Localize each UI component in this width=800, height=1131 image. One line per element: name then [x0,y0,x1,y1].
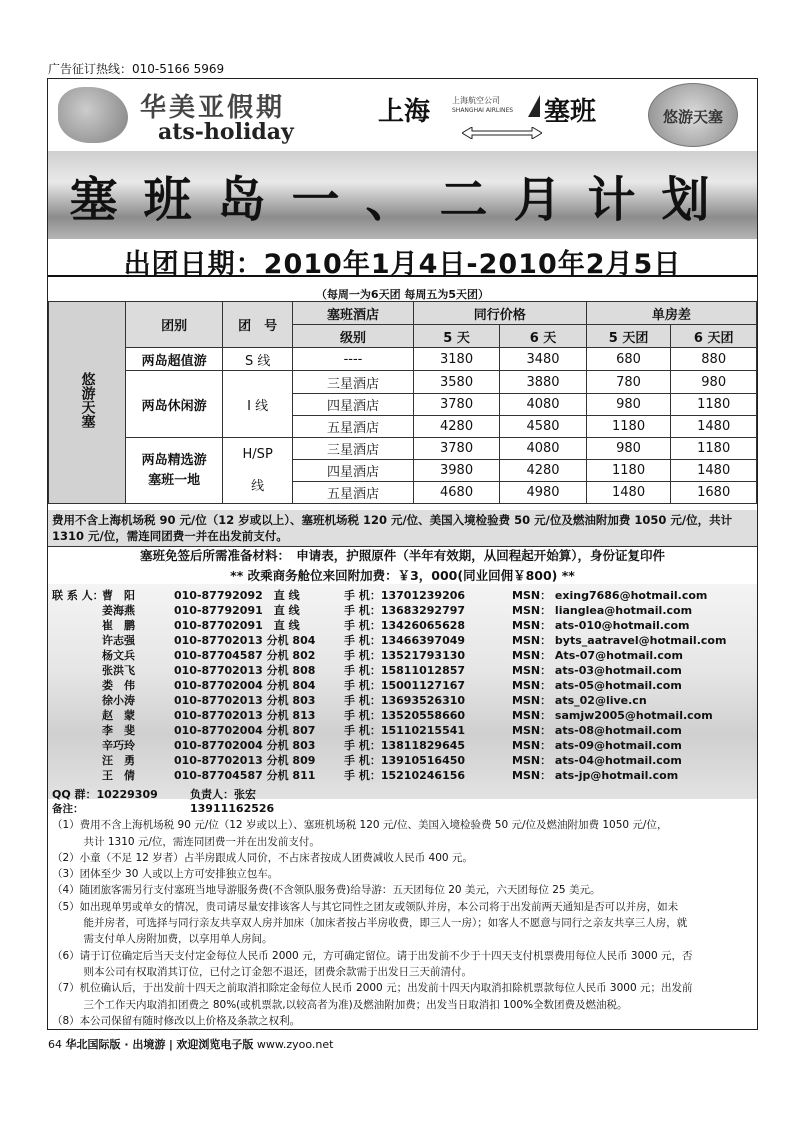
contact-mobile [344,722,465,738]
business-upgrade: ** 改乘商务舱位来回附加费：￥3，000(同业回佣￥800) ** [230,568,575,583]
contact-name: 李 斐 [102,724,135,737]
remarks-title: 备注： [52,803,84,815]
header-g6: 6 天团 [671,325,757,348]
single-6d: 1180 [671,394,757,416]
header-hotel: 塞班酒店 [293,302,414,325]
side-label-text: 悠游天塞 [79,371,96,428]
remark-item: 需支付单人房附加费，以享用单人房间。 [52,933,273,946]
group-name-line1: 两岛精选游 [141,452,207,468]
group-code: I 线 [223,371,293,438]
divider [48,275,757,277]
footer-brand: 华北国际版 · 出境游 [65,1038,166,1051]
remark-item: （2）小童（不足 12 岁者）占半房跟成人同价，不占床者按成人团费减收人民币 400 元。 [52,851,473,864]
contact-phone: 010-87702004 分机 804 [174,679,316,692]
contact-msn [512,767,678,783]
msn-label: MSN： [512,709,552,722]
contact-msn [512,737,682,753]
header-level: 级别 [293,325,414,348]
contact-mobile [344,647,465,663]
mobile-label: 手 机： [344,694,381,707]
airline-name-en: SHANGHAI AIRLINES [452,107,514,114]
group-code-line1: H/SP [242,446,273,462]
single-6d: 1680 [671,482,757,504]
airline-logo-icon [528,95,540,117]
msn-label: MSN： [512,619,552,632]
header-single: 单房差 [586,302,756,325]
single-5d: 780 [586,371,671,394]
footer [48,1036,333,1052]
contacts-lead: 联 系 人： [52,589,104,602]
contact-phone: 010-87702004 分机 807 [174,724,316,737]
contact-msn [512,707,713,723]
mobile-label: 手 机： [344,619,381,632]
mobile-number: 13693526310 [380,694,466,707]
route [378,91,638,141]
header-g5: 5 天团 [586,325,671,348]
group-code: S 线 [223,348,293,371]
mobile-number: 13701239206 [380,589,466,602]
visa-docs: 塞班免签后所需准备材料： 申请表，护照原件（半年有效期，从回程起开始算），身份证复印件 [139,548,665,563]
single-5d: 980 [586,438,671,460]
single-6d: 1480 [671,416,757,438]
hotel-level: 五星酒店 [293,416,414,438]
msn-address: byts_aatravel@hotmail.com [554,634,727,647]
contact-phone: 010-87792092 直 线 [174,589,300,602]
price-5d: 3780 [413,394,499,416]
contact-name: 辛巧玲 [102,739,135,752]
msn-address: ats-jp@hotmail.com [554,769,679,782]
hotel-level: 五星酒店 [293,482,414,504]
msn-address: Ats-07@hotmail.com [554,649,683,662]
contact-name: 王 倩 [102,769,135,782]
contact-phone: 010-87702013 分机 808 [174,664,316,677]
two-way-arrow-icon [462,127,542,139]
contact-msn [512,662,682,678]
msn-address: exing7686@hotmail.com [554,589,708,602]
single-5d: 1480 [586,482,671,504]
mobile-label: 手 机： [344,724,381,737]
mobile-label: 手 机： [344,769,381,782]
route-to: 塞班 [544,97,597,127]
contact-name: 崔 鹏 [102,619,135,632]
single-5d: 1180 [586,416,671,438]
fee-note: 费用不含上海机场税 90 元/位（12 岁或以上）、塞班机场税 120 元/位、美国入境检验费 50 元/位及燃油附加费 1050 元/位，共计 1310 元/位，需连同团费一并在出发前支付。 [48,510,757,547]
price-5d: 4280 [413,416,499,438]
contact-mobile [344,767,465,783]
contact-msn [512,602,692,618]
contact-msn [512,692,647,708]
mobile-number: 13521793130 [380,649,466,662]
mobile-label: 手 机： [344,754,381,767]
remark-item: （3）团体至少 30 人或以上方可安排独立包车。 [52,868,279,881]
msn-address: samjw2005@hotmail.com [554,709,713,722]
contact-name: 徐小涛 [102,694,135,707]
footer-slogan: 欢迎浏览电子版 [176,1038,254,1051]
msn-label: MSN： [512,694,552,707]
header [48,79,757,151]
footer-sep: | [168,1038,173,1051]
hotel-level: 三星酒店 [293,438,414,460]
remarks [52,801,753,1029]
group-name-line2: 塞班一地 [148,472,201,488]
mobile-number: 15210246156 [380,769,466,782]
contact-phone: 010-87704587 分机 802 [174,649,316,662]
remark-item: （5）如出现单男或单女的情况，贵司请尽量安排该客人与其它同性之团友或领队并房，本公司将于出发前两天通知是否可以并房，如未 [52,900,679,913]
mobile-label: 手 机： [344,604,381,617]
table-row [49,348,757,371]
mobile-number: 13683292797 [380,604,466,617]
msn-label: MSN： [512,589,552,602]
msn-address: ats-04@hotmail.com [554,754,682,767]
price-6d: 4080 [500,438,586,460]
contact-phone: 010-87702013 分机 803 [174,694,316,707]
contact-mobile [344,677,465,693]
hotel-level: 三星酒店 [293,371,414,394]
logo-mark-icon [58,87,128,143]
single-6d: 980 [671,371,757,394]
title-banner [48,151,757,239]
table-row [49,371,757,394]
msn-address: ats_02@live.cn [554,694,647,707]
contact-msn [512,617,689,633]
header-price: 同行价格 [413,302,586,325]
msn-label: MSN： [512,769,552,782]
contact-phone: 010-87702013 分机 809 [174,754,316,767]
msn-address: ats-08@hotmail.com [554,724,682,737]
departure-dates: 出团日期：2010年1月4日-2010年2月5日 [123,249,682,280]
mobile-label: 手 机： [344,679,381,692]
hotel-level: 四星酒店 [293,460,414,482]
single-6d: 1480 [671,460,757,482]
hotel-level: 四星酒店 [293,394,414,416]
company-logo [56,85,356,147]
contact-mobile [344,587,465,603]
flyer-frame [47,78,758,1030]
mobile-label: 手 机： [344,709,381,722]
footer-url[interactable]: www.zyoo.net [256,1038,334,1051]
header-d6: 6 天 [500,325,586,348]
mobile-number: 13466397049 [380,634,466,647]
header-code: 团 号 [223,302,293,348]
contacts-section [48,584,757,799]
price-5d: 3580 [413,371,499,394]
contact-phone: 010-87702013 分机 813 [174,709,316,722]
contact-msn [512,647,683,663]
contact-mobile [344,617,465,633]
remark-item: （7）机位确认后，于出发前十四天之前取消扣除定金每位人民币 2000 元；出发前十四天内取消扣除机票款每位人民币 3000 元；出发前 [52,982,693,995]
price-5d: 4680 [413,482,499,504]
price-table [48,301,757,504]
remark-item: 三个工作天内取消扣团费之 80%(或机票款,以较高者为准)及燃油附加费；出发当日取消扣 100%全数团费及燃油税。 [52,998,628,1011]
msn-label: MSN： [512,649,552,662]
table-row [49,438,757,460]
contact-msn [512,752,682,768]
badge-text: 悠游天塞 [662,108,723,126]
single-5d: 980 [586,394,671,416]
mobile-number: 13910516450 [380,754,466,767]
side-label [49,302,126,504]
mobile-number: 15001127167 [380,679,466,692]
group-name [126,438,223,504]
contact-name: 曹 阳 [102,589,135,602]
msn-label: MSN： [512,754,552,767]
mobile-number: 15811012857 [380,664,466,677]
remark-item: （1）费用不含上海机场税 90 元/位（12 岁或以上）、塞班机场税 120 元/位、美国入境检验费 50 元/位及燃油附加费 1050 元/位， [52,819,668,832]
price-6d: 4280 [500,460,586,482]
contact-mobile [344,602,465,618]
mobile-number: 13811829645 [380,739,466,752]
contact-name: 张洪飞 [102,664,135,677]
msn-address: ats-03@hotmail.com [554,664,682,677]
header-d5: 5 天 [413,325,499,348]
contact-mobile [344,752,465,768]
price-6d: 4580 [500,416,586,438]
mobile-label: 手 机： [344,649,381,662]
contact-mobile [344,737,465,753]
hotel-level: ---- [293,348,414,371]
manager: 负责人：张宏 13911162526 [190,788,275,815]
ad-hotline: 广告征订热线：010-5166 5969 [48,62,225,76]
msn-label: MSN： [512,604,552,617]
page-number: 64 [48,1038,62,1051]
contact-phone: 010-87702013 分机 804 [174,634,316,647]
contact-msn [512,677,682,693]
contact-name: 姜海燕 [102,604,135,617]
remark-item: （6）请于订位确定后当天支付定金每位人民币 2000 元，方可确定留位。请于出发前不少于十四天支付机票费用每位人民币 3000 元，否 [52,949,693,962]
contact-mobile [344,692,465,708]
contact-phone: 010-87704587 分机 811 [174,769,316,782]
remark-item: （8）本公司保留有随时修改以上价格及条款之权利。 [52,1014,301,1027]
group-code-line2: 线 [251,478,265,494]
contact-msn [512,587,707,603]
mobile-label: 手 机： [344,739,381,752]
msn-address: lianglea@hotmail.com [554,604,693,617]
mobile-number: 13520558660 [380,709,466,722]
msn-label: MSN： [512,664,552,677]
airline-name: 上海航空公司 [452,96,500,105]
mobile-number: 15110215541 [380,724,466,737]
mobile-number: 13426065628 [380,619,466,632]
remark-item: 共计 1310 元/位，需连同团费一并在出发前支付。 [52,835,320,848]
price-6d: 4980 [500,482,586,504]
contact-phone: 010-87702091 直 线 [174,619,300,632]
schedule-note: （每周一为6天团 每周五为5天团） [315,288,490,301]
mobile-label: 手 机： [344,634,381,647]
remark-item: 则本公司有权取消其订位，已付之订金恕不退还，团费余款需于出发日三天前清付。 [52,965,472,978]
header-group: 团别 [126,302,223,348]
contact-phone: 010-87702004 分机 803 [174,739,316,752]
price-5d: 3780 [413,438,499,460]
contact-msn [512,722,682,738]
contact-name: 杨文兵 [102,649,135,662]
logo-cn: 华美亚假期 [140,93,286,123]
contact-mobile [344,707,465,723]
mobile-label: 手 机： [344,664,381,677]
remark-item: （4）随团旅客需另行支付塞班当地导游服务费(不含领队服务费)给导游：五天团每位 20 美元，六天团每位 25 美元。 [52,884,601,897]
price-5d: 3980 [413,460,499,482]
price-6d: 3480 [500,348,586,371]
group-name: 两岛休闲游 [126,371,223,438]
contact-name: 汪 勇 [102,754,135,767]
contact-phone: 010-87792091 直 线 [174,604,300,617]
logo-en: ats-holiday [158,119,294,145]
msn-label: MSN： [512,634,552,647]
msn-label: MSN： [512,739,552,752]
group-name: 两岛超值游 [126,348,223,371]
contact-mobile [344,662,465,678]
contact-name: 赵 蒙 [102,709,135,722]
price-6d: 4080 [500,394,586,416]
group-code [223,438,293,504]
msn-address: ats-010@hotmail.com [554,619,690,632]
remark-item: 能并房者，可选择与同行亲友共享双人房并加床（加床者按占半房收费，即三人一房）；如客人不愿意与同行之亲友共享三人房，就 [52,917,688,930]
contact-name: 娄 伟 [102,679,135,692]
single-6d: 880 [671,348,757,371]
msn-label: MSN： [512,679,552,692]
contact-msn [512,632,726,648]
contact-mobile [344,632,465,648]
price-5d: 3180 [413,348,499,371]
price-6d: 3880 [500,371,586,394]
banner-title: 塞班岛一、二月计划 [69,172,736,228]
route-from: 上海 [378,97,431,127]
msn-address: ats-05@hotmail.com [554,679,682,692]
single-5d: 680 [586,348,671,371]
single-6d: 1180 [671,438,757,460]
tour-badge [648,83,738,147]
msn-address: ats-09@hotmail.com [554,739,682,752]
mobile-label: 手 机： [344,589,381,602]
contact-name: 许志强 [102,634,135,647]
single-5d: 1180 [586,460,671,482]
qq-group: QQ 群：10229309 [52,788,158,801]
msn-label: MSN： [512,724,552,737]
